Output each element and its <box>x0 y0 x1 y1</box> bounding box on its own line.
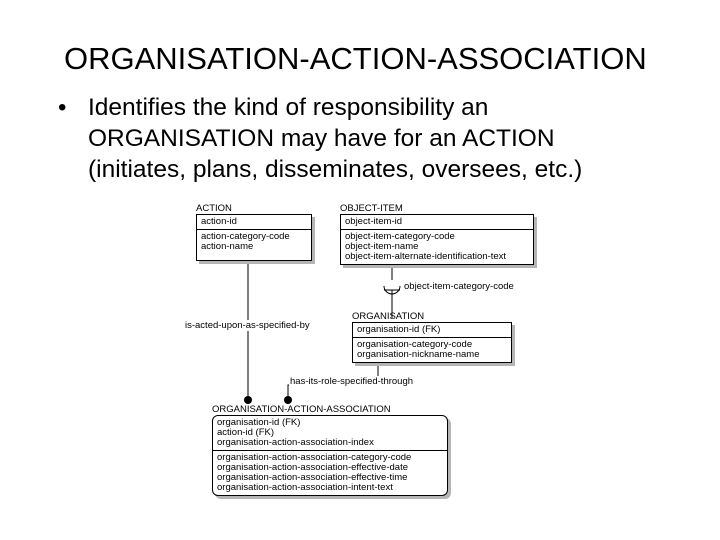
entity-box <box>352 322 512 363</box>
entity-organisation-action-association <box>212 404 448 496</box>
attribute: organisation-nickname-name <box>357 349 480 360</box>
attribute: object-item-alternate-identification-text <box>345 251 507 262</box>
entity-key-section <box>197 215 311 230</box>
slide-title: ORGANISATION-ACTION-ASSOCIATION <box>64 41 647 76</box>
attribute: object-item-category-code <box>345 231 455 242</box>
entity-attribute-section <box>213 451 447 495</box>
action-relationship-end <box>244 396 252 404</box>
bullet-line: ORGANISATION may have for an ACTION <box>88 125 555 152</box>
key-attribute: action-id <box>201 216 237 227</box>
entity-name: ORGANISATION-ACTION-ASSOCIATION <box>212 404 391 415</box>
organisation-relationship-end <box>284 396 292 404</box>
entity-attribute-section <box>353 338 511 362</box>
entity-box <box>212 415 448 496</box>
entity-object-item <box>340 203 534 265</box>
bullet-line: Identifies the kind of responsibility an <box>88 94 489 121</box>
entity-box <box>340 214 534 265</box>
entity-action <box>196 203 312 261</box>
key-attribute: organisation-id (FK) <box>217 417 301 428</box>
bullet-line: (initiates, plans, disseminates, oversees, etc.) <box>88 156 583 183</box>
entity-key-section <box>213 416 447 451</box>
attribute: organisation-action-association-effective-date <box>217 462 408 473</box>
entity-name: ACTION <box>196 203 232 214</box>
entity-name: ORGANISATION <box>352 311 425 322</box>
attribute: organisation-action-association-category-code <box>217 452 412 463</box>
subtype-discriminator-label: object-item-category-code <box>404 281 514 292</box>
relationship-label-action: is-acted-upon-as-specified-by <box>185 320 310 331</box>
entity-key-section <box>341 215 533 230</box>
attribute: organisation-action-association-effective-time <box>217 472 408 483</box>
entity-name: OBJECT-ITEM <box>340 203 403 214</box>
key-attribute: action-id (FK) <box>217 427 275 438</box>
attribute: action-name <box>201 241 254 252</box>
relationship-label-organisation: has-its-role-specified-through <box>290 376 414 387</box>
entity-attribute-section <box>197 230 311 260</box>
entity-attribute-section <box>341 230 533 264</box>
attribute: organisation-action-association-intent-text <box>217 482 393 493</box>
attribute: action-category-code <box>201 231 290 242</box>
key-attribute: organisation-action-association-index <box>217 437 374 448</box>
entity-box <box>196 214 312 261</box>
attribute: object-item-name <box>345 241 419 252</box>
attribute: organisation-category-code <box>357 339 473 350</box>
bullet-marker: • <box>58 94 67 121</box>
key-attribute: organisation-id (FK) <box>357 324 441 335</box>
key-attribute: object-item-id <box>345 216 403 227</box>
entity-key-section <box>353 323 511 338</box>
entity-organisation <box>352 311 512 363</box>
